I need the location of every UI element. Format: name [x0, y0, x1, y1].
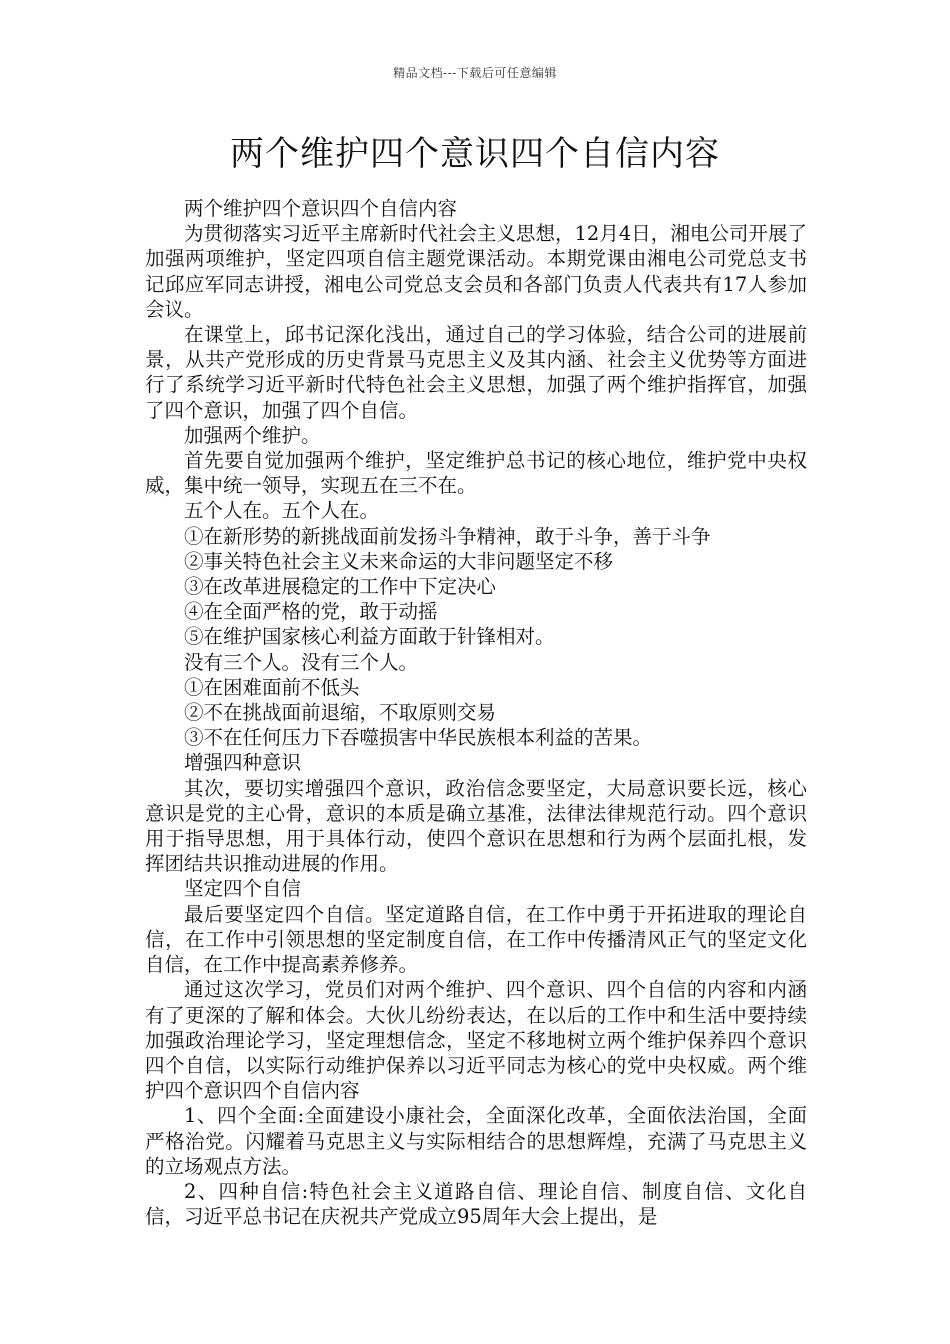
list-item: ⑤在维护国家核心利益方面敢于针锋相对。: [184, 625, 555, 649]
paragraph: 1、四个全面:全面建设小康社会，全面深化改革，全面依法治国，全面严格治党。闪耀着马克思主义与实际相结合的思想辉煌，充满了马克思主义的立场观点方法。: [145, 1104, 807, 1178]
document-body: [145, 196, 807, 1229]
paragraph: 两个维护四个意识四个自信内容: [184, 197, 458, 220]
list-heading: 没有三个人。没有三个人。: [184, 650, 419, 674]
list-item: ③在改革进展稳定的工作中下定决心: [184, 575, 497, 599]
paragraph: 2、四种自信:特色社会主义道路自信、理论自信、制度自信、文化自信，习近平总书记在庆祝共产党成立95周年大会上提出，是: [145, 1179, 807, 1229]
section-heading: 坚定四个自信: [184, 877, 302, 901]
list-item: ②事关特色社会主义未来命运的大非问题坚定不移: [184, 549, 614, 573]
paragraph: 在课堂上，邱书记深化浅出，通过自己的学习体验，结合公司的进展前景，从共产党形成的历史背景马克思主义及其内涵、社会主义优势等方面进行了系统学习近平新时代特色社会主义思想，加强了两个维护指挥官，加强了四个意识，加强了四个自信。: [145, 323, 807, 422]
list-item: ①在新形势的新挑战面前发扬斗争精神，敢于斗争，善于斗争: [184, 524, 711, 548]
list-item: ②不在挑战面前退缩，不取原则交易: [184, 701, 497, 725]
section-heading: 加强两个维护。: [184, 423, 321, 447]
document-title: 两个维护四个意识四个自信内容: [230, 134, 720, 174]
list-item: ④在全面严格的党，敢于动摇: [184, 600, 438, 624]
paragraph: 通过这次学习，党员们对两个维护、四个意识、四个自信的内容和内涵有了更深的了解和体会。大伙儿纷纷表达，在以后的工作中和生活中要持续加强政治理论学习，坚定理想信念，坚定不移地树立两个维护保养四个意识四个自信，以实际行动维护保养以习近平同志为核心的党中央权威。两个维护四个意识四个自信内容: [145, 978, 807, 1103]
list-heading: 五个人在。五个人在。: [184, 499, 380, 523]
paragraph: 最后要坚定四个自信。坚定道路自信，在工作中勇于开拓进取的理论自信，在工作中引领思想的坚定制度自信，在工作中传播清风正气的坚定文化自信，在工作中提高素养修养。: [145, 902, 807, 977]
paragraph: 其次，要切实增强四个意识，政治信念要坚定，大局意识要长远，核心意识是党的主心骨，意识的本质是确立基准，法律法律规范行动。四个意识用于指导思想，用于具体行动，使四个意识在思想和行为两个层面扎根，发挥团结共识推动进展的作用。: [145, 776, 807, 876]
list-item: ①在困难面前不低头: [184, 675, 360, 699]
paragraph: 首先要自觉加强两个维护，坚定维护总书记的核心地位，维护党中央权威，集中统一领导，实现五在三不在。: [145, 449, 807, 498]
section-heading: 增强四种意识: [184, 751, 302, 775]
header-note: 精品文档---下载后可任意编辑: [393, 66, 557, 80]
paragraph: 为贯彻落实习近平主席新时代社会主义思想，12月4日，湘电公司开展了加强两项维护，坚定四项自信主题党课活动。本期党课由湘电公司党总支书记邱应军同志讲授，湘电公司党总支会员和各部门负责人代表共有17人参加会议。: [145, 222, 807, 321]
list-item: ③不在任何压力下吞噬损害中华民族根本利益的苦果。: [184, 726, 653, 750]
